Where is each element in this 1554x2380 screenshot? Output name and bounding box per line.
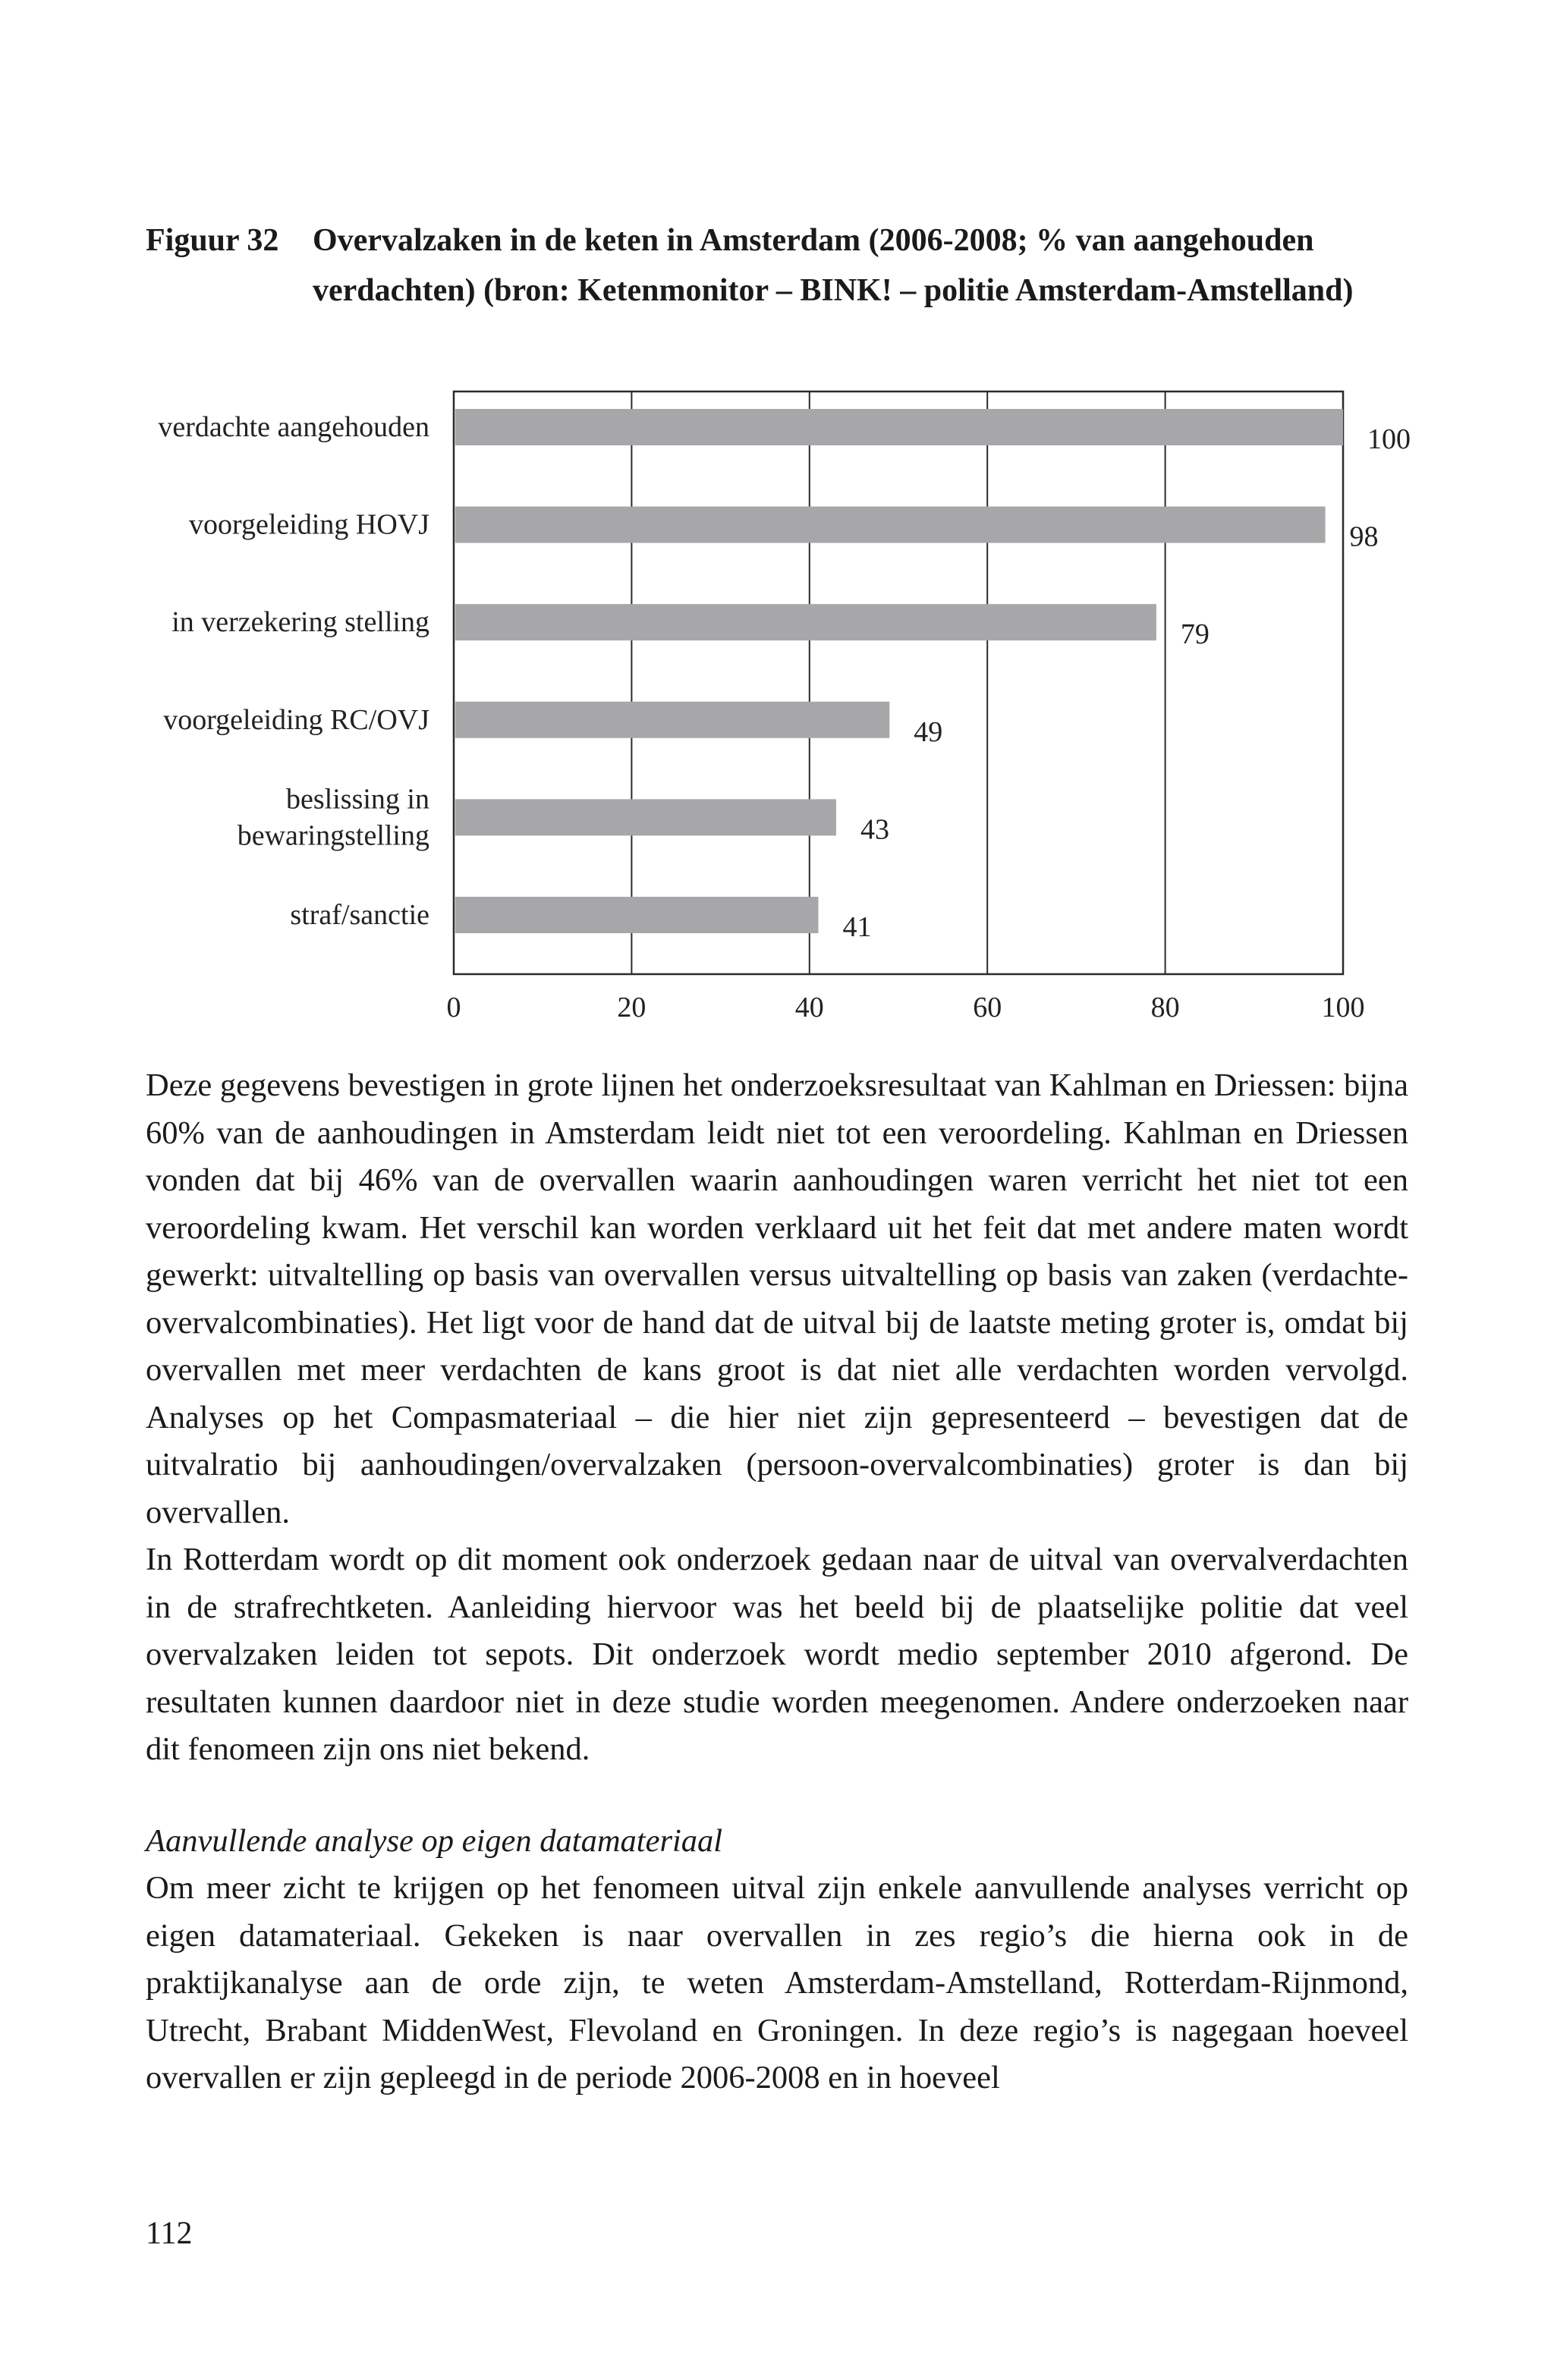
x-tick-label-60: 60 — [973, 992, 1002, 1023]
x-tick-label-20: 20 — [617, 992, 646, 1023]
body-text — [146, 1062, 1408, 2102]
category-label-2: voorgeleiding HOVJ — [189, 508, 429, 541]
paragraph-2: In Rotterdam wordt op dit moment ook onderzoek gedaan naar de uitval van overvalverdachten in de strafrechtketen. Aanleiding hiervoor was het beeld bij de plaatselijke politie dat veel overvalzaken leiden tot sepots. Dit onderzoek wordt medio september 2010 afgerond. De resultaten kunnen daardoor niet in deze studie worden meegenomen. Andere onderzoeken naar dit fenomeen zijn ons niet bekend. — [146, 1542, 1408, 1767]
figure-title: Overvalzaken in de keten in Amsterdam (2006-2008; % van aangehouden verdachten) (bron: Ketenmonitor – BINK! – politie Amsterdam-Amstelland) — [313, 223, 1354, 308]
bar-3 — [455, 604, 1156, 640]
x-tick-label-80: 80 — [1150, 992, 1180, 1023]
data-label-3: 79 — [1180, 618, 1210, 651]
figure-number: Figuur 32 — [146, 223, 279, 258]
data-label-4: 49 — [914, 715, 943, 748]
bar-6 — [455, 897, 819, 933]
x-tick-label-0: 0 — [446, 992, 461, 1023]
category-label-1: verdachte aangehouden — [158, 411, 429, 443]
data-label-6: 41 — [842, 911, 872, 943]
x-tick-label-100: 100 — [1321, 992, 1365, 1023]
section-paragraph: Om meer zicht te krijgen op het fenomeen uitval zijn enkele aanvullende analyses verricht op eigen datamateriaal. Gekeken is naar overvallen in zes regio’s die hierna ook in de praktijkanalyse aan de orde zijn, te weten Amsterdam-Amstelland, Rotterdam-Rijnmond, Utrecht, Brabant MiddenWest, Flevoland en Groningen. In deze regio’s is nagegaan hoeveel overvallen er zijn gepleegd in de periode 2006-2008 en in hoeveel — [146, 1870, 1408, 2095]
plot-frame — [454, 391, 1343, 974]
section-heading: Aanvullende analyse op eigen datamateriaal — [146, 1822, 723, 1859]
bar-4 — [455, 702, 889, 738]
paragraph-1: Deze gegevens bevestigen in grote lijnen het onderzoeksresultaat van Kahlman en Driessen: bijna 60% van de aanhoudingen in Amsterdam leidt niet tot een veroordeling. Kahlman en Driessen vonden dat bij 46% van de overvallen waarin aanhoudingen waren verricht het niet tot een veroordeling kwam. Het verschil kan worden verklaard uit het feit dat met andere maten wordt gewerkt: uitvaltelling op basis van overvallen versus uitvaltelling op basis van zaken (verdachte-overvalcombinaties). Het ligt voor de hand dat de uitval bij de laatste meting groter is, omdat bij overvallen met meer verdachten de kans groot is dat niet alle verdachten worden vervolgd. Analyses op het Compasmateriaal – die hier niet zijn gepresenteerd – bevestigen dat de uitvalratio bij aanhoudingen/overvalzaken (persoon-overvalcombinaties) groter is dan bij overvallen. — [146, 1067, 1408, 1530]
data-label-2: 98 — [1349, 520, 1379, 553]
x-tick-label-40: 40 — [794, 992, 824, 1023]
data-label-1: 100 — [1367, 423, 1411, 455]
bar-2 — [455, 507, 1326, 543]
bar-1 — [455, 409, 1343, 445]
page-number: 112 — [146, 2216, 193, 2251]
category-label-6: straf/sanctie — [290, 899, 429, 931]
bar-chart — [0, 379, 1554, 1032]
category-label-5: beslissing in bewaringstelling — [237, 783, 429, 852]
data-label-5: 43 — [860, 813, 889, 846]
category-label-4: voorgeleiding RC/OVJ — [163, 703, 429, 736]
category-label-3: in verzekering stelling — [171, 606, 429, 639]
bar-5 — [455, 799, 836, 835]
